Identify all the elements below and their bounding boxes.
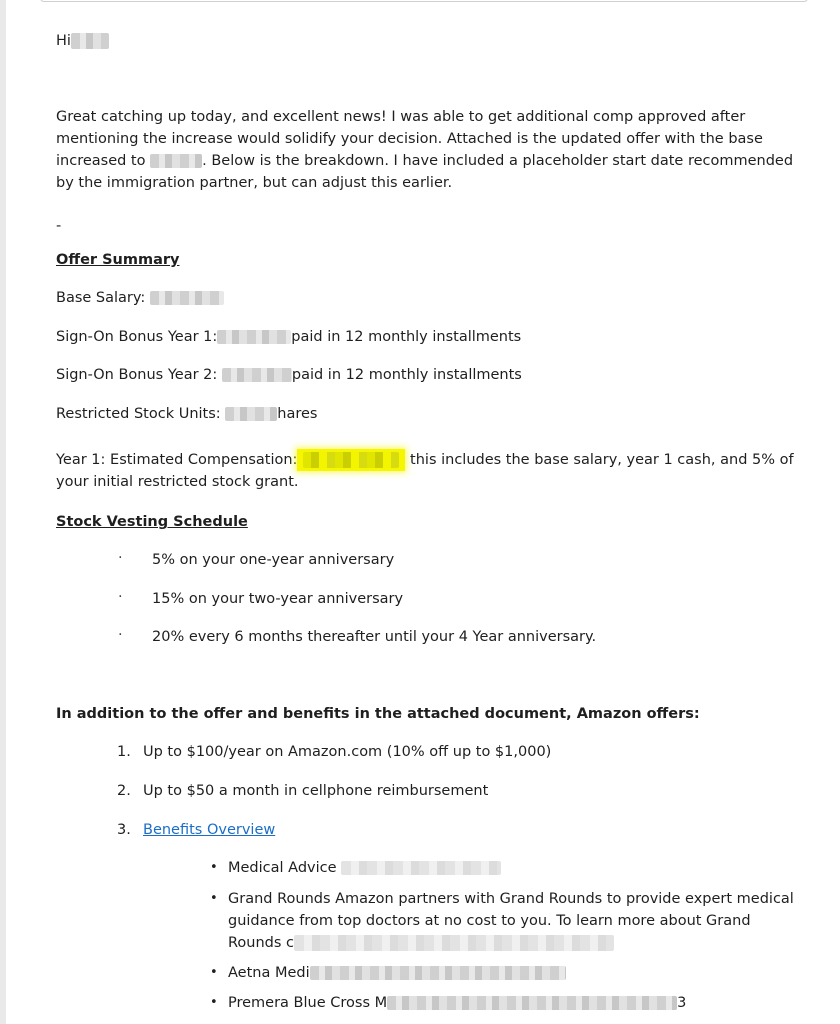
sign-on-1-line <box>56 326 521 348</box>
rsu-tail: hares <box>277 406 318 422</box>
base-salary-line <box>56 287 224 309</box>
redacted-base-salary-value <box>150 291 224 305</box>
benefit-bullet: • <box>210 995 218 1010</box>
redacted-comp <box>303 452 399 468</box>
grand-rounds-line-3: Rounds c <box>228 935 295 951</box>
redacted-base-salary <box>150 154 202 168</box>
grand-rounds-line-2: guidance from top doctors at no cost to you. To learn more about Grand <box>228 913 751 929</box>
redacted-premera <box>387 996 677 1010</box>
greeting: Hi <box>56 33 71 49</box>
redacted-sign-on-2 <box>222 368 292 382</box>
grand-rounds-line-1: Grand Rounds Amazon partners with Grand Rounds to provide expert medical <box>228 891 794 907</box>
medical-advice-text: Medical Advice <box>228 860 337 876</box>
vesting-item: 5% on your one-year anniversary <box>152 552 395 568</box>
list-number: 1. <box>117 744 131 760</box>
benefit-aetna <box>228 962 808 984</box>
left-rail <box>0 0 6 1024</box>
message-frame-edge <box>40 0 808 2</box>
vesting-bullet: · <box>118 627 123 643</box>
sign-on-1-label: Sign-On Bonus Year 1: <box>56 329 218 345</box>
benefit-bullet: • <box>210 891 218 906</box>
offer-summary-heading: Offer Summary <box>56 252 180 268</box>
intro-paragraph <box>56 106 806 194</box>
list-item-cellphone: Up to $50 a month in cellphone reimbursement <box>143 783 489 799</box>
sign-on-2-label: Sign-On Bonus Year 2: <box>56 367 218 383</box>
redacted-medical-advice <box>341 861 501 875</box>
vesting-item: 15% on your two-year anniversary <box>152 591 404 607</box>
redacted-aetna <box>310 966 566 980</box>
vesting-bullet: · <box>118 550 123 566</box>
list-number: 3. <box>117 822 131 838</box>
intro-text-2: . Below is the breakdown. I have included a placeholder start date recommended by the immigration partner, but can adjust this earlier. <box>56 153 794 191</box>
premera-tail: 3 <box>677 995 687 1011</box>
benefits-overview-link[interactable]: Benefits Overview <box>143 822 276 838</box>
redacted-sign-on-1 <box>217 330 291 344</box>
list-item-amazon-discount: Up to $100/year on Amazon.com (10% off up to $1,000) <box>143 744 552 760</box>
additional-heading: In addition to the offer and benefits in the attached document, Amazon offers: <box>56 706 700 722</box>
vesting-bullet: · <box>118 589 123 605</box>
rsu-label: Restricted Stock Units: <box>56 406 221 422</box>
year1-comp-line <box>56 449 794 471</box>
benefit-bullet: • <box>210 965 218 980</box>
benefit-grand-rounds <box>228 888 808 954</box>
sign-on-2-line <box>56 364 522 386</box>
rsu-line <box>56 403 317 425</box>
intro-text-1: Great catching up today, and excellent news! I was able to get additional comp approved after mentioning the increase would solidify your decision. Attached is the updated offer with the base increased to <box>56 109 763 169</box>
benefit-medical-advice <box>228 857 808 879</box>
redacted-grand-rounds <box>294 935 614 951</box>
list-item-benefits <box>143 819 275 841</box>
redacted-name <box>71 33 109 49</box>
aetna-text: Aetna Medi <box>228 965 310 981</box>
redacted-rsu <box>225 407 277 421</box>
year1-label: Year 1: Estimated Compensation: <box>56 452 298 468</box>
base-salary-label: Base Salary: <box>56 290 146 306</box>
year1-comp-line-2: your initial restricted stock grant. <box>56 474 299 490</box>
highlighted-redacted-comp <box>297 449 405 471</box>
benefit-bullet: • <box>210 860 218 875</box>
greeting-line <box>56 30 109 52</box>
sign-on-2-tail: paid in 12 monthly installments <box>291 367 522 383</box>
vesting-item: 20% every 6 months thereafter until your 4 Year anniversary. <box>152 629 597 645</box>
benefit-premera <box>228 992 808 1014</box>
list-number: 2. <box>117 783 131 799</box>
sign-on-1-tail: paid in 12 monthly installments <box>291 329 522 345</box>
premera-text: Premera Blue Cross M <box>228 995 388 1011</box>
dash: - <box>56 218 62 234</box>
vesting-heading: Stock Vesting Schedule <box>56 514 248 530</box>
year1-tail: this includes the base salary, year 1 cash, and 5% of <box>410 452 794 468</box>
